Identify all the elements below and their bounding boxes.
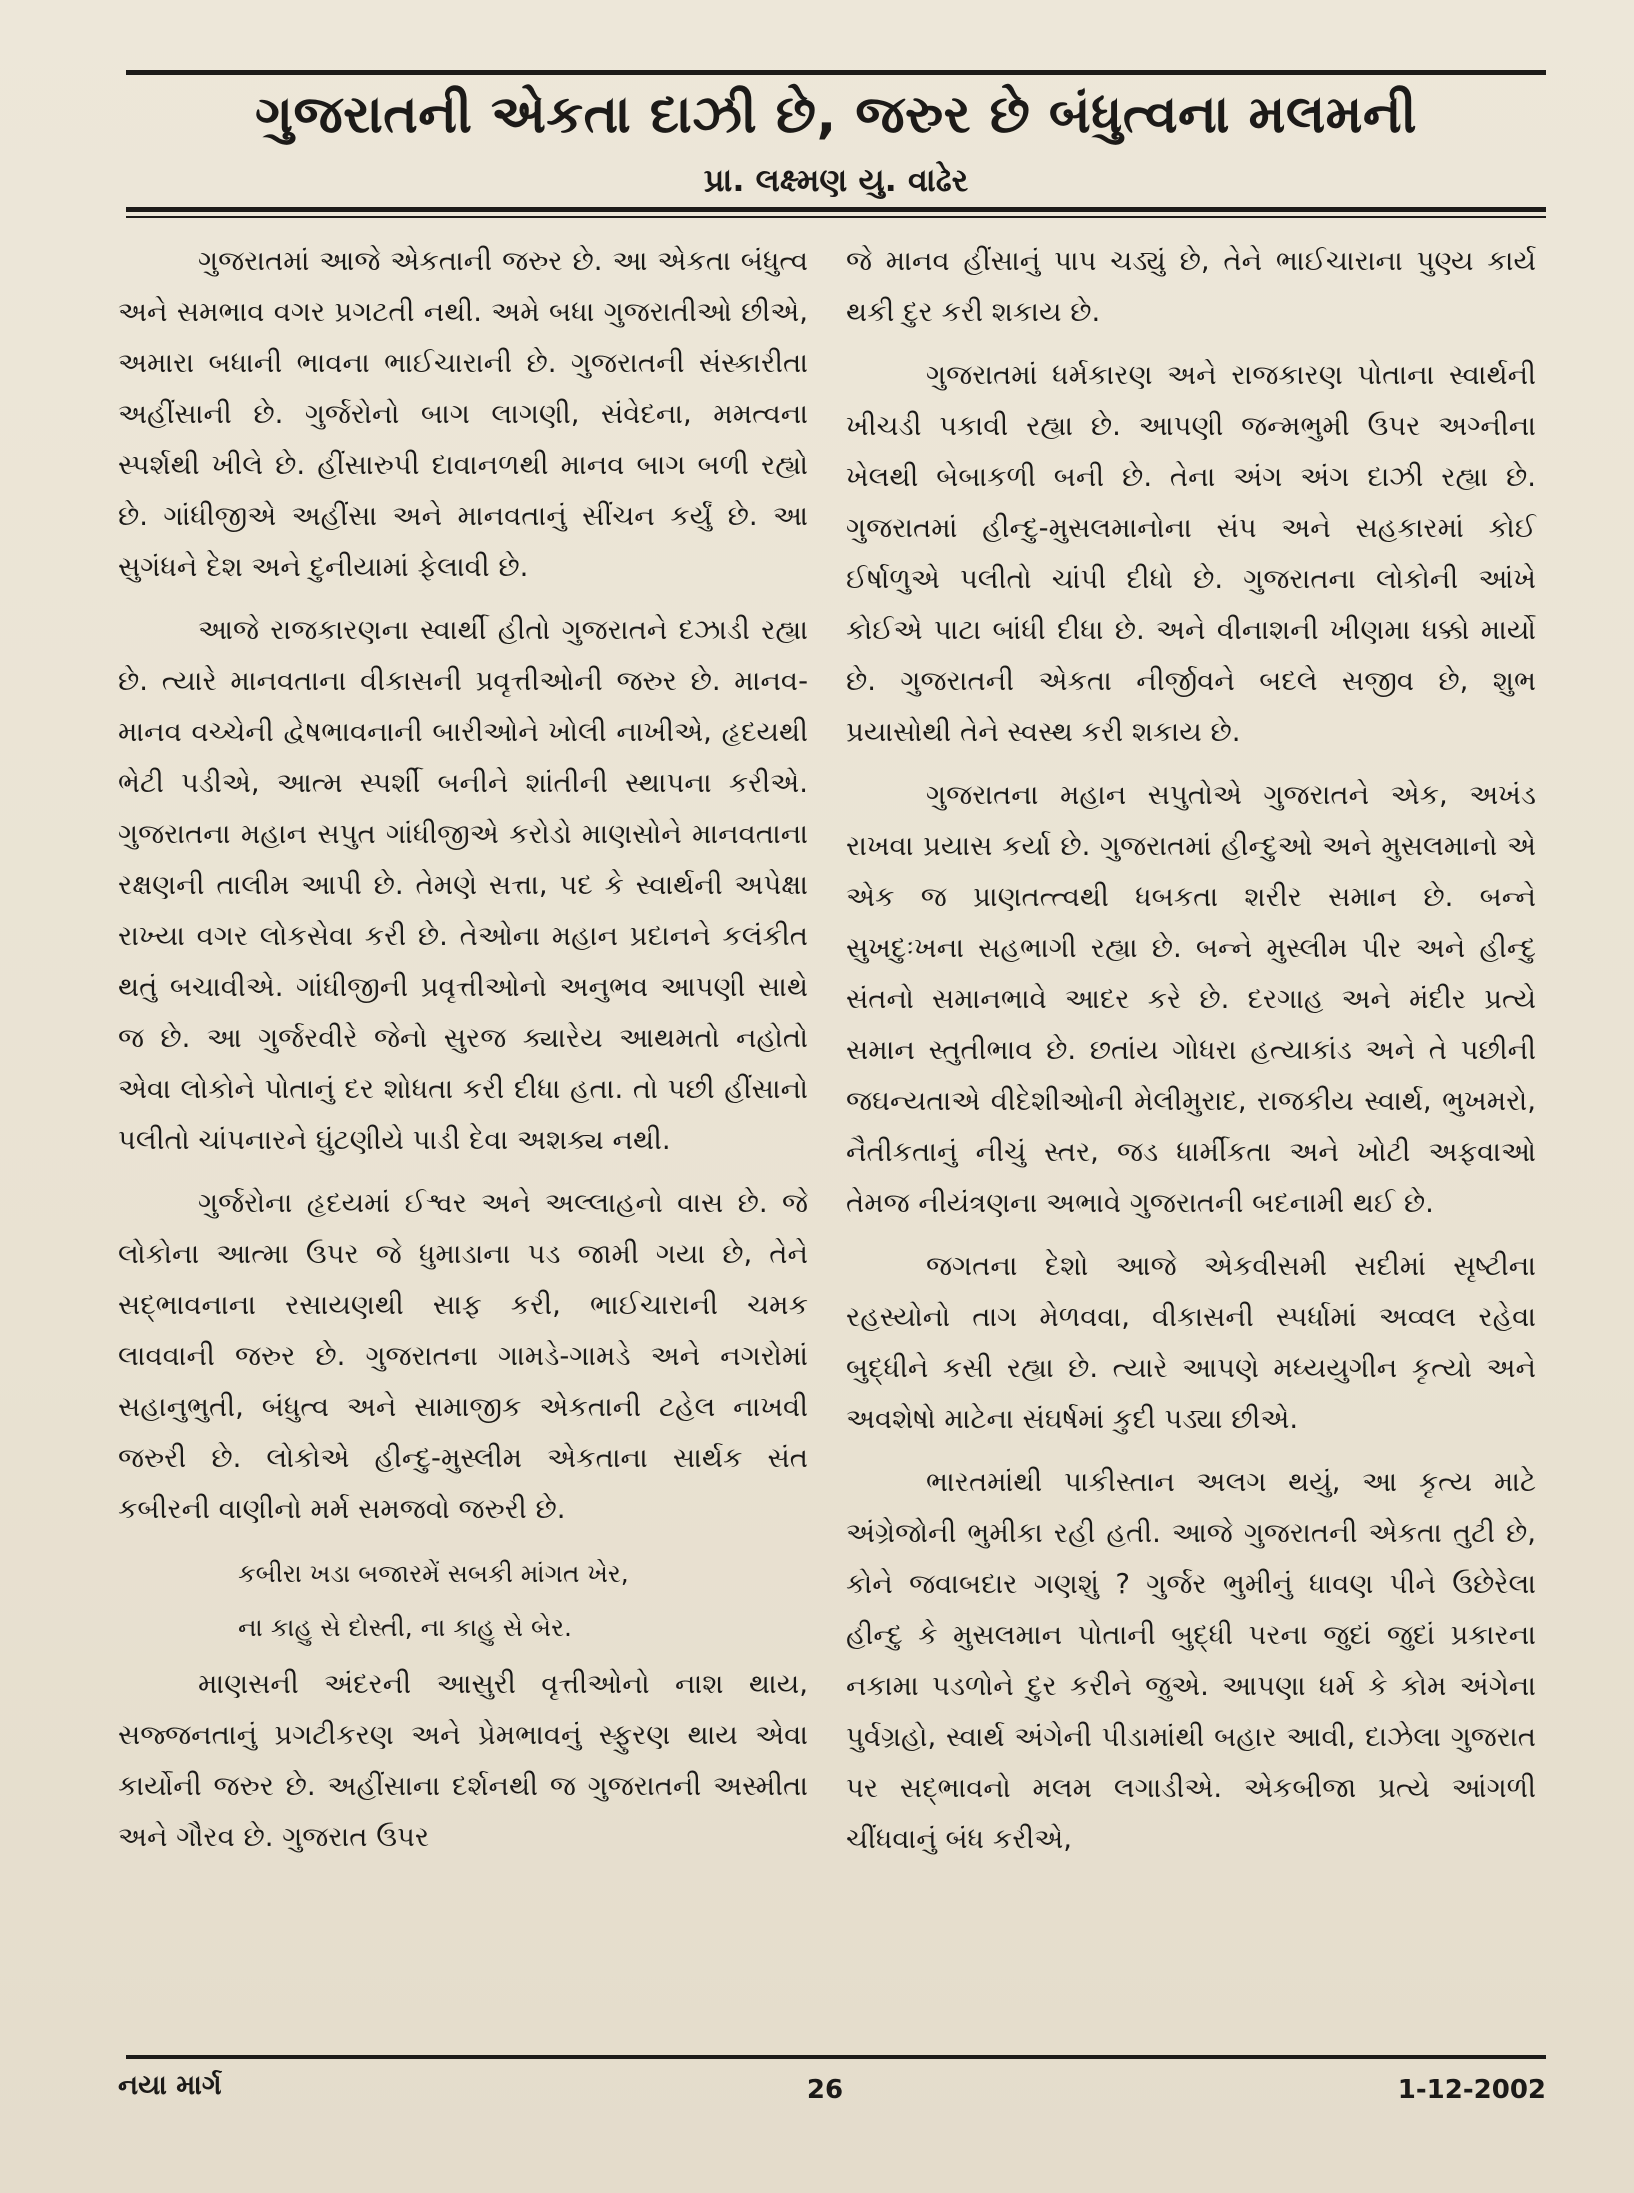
kabir-couplet-line-1: કબીરા ખડા બજારમેં સબકી માંગત ખેર,: [238, 1559, 629, 1588]
article-author: પ્રા. લક્ષ્મણ યુ. વાઢેર: [703, 161, 969, 199]
page-number: 26: [806, 2075, 844, 2105]
right-paragraph-2: ગુજરાતમાં ધર્મકારણ અને રાજકારણ પોતાના સ્વાર્થની ખીચડી પકાવી રહ્યા છે. આપણી જન્મભુમી ઉપર અગ્નીના ખેલથી બેબાકળી બની છે. તેના અંગ અંગ દાઝી રહ્યા છે. ગુજરાતમાં હીન્દુ-મુસલમાનોના સંપ અને સહકારમાં કોઈ ઈર્ષાળુએ પલીતો ચાંપી દીધો છે. ગુજરાતના લોકોની આંખે કોઈએ પાટા બાંધી દીધા છે. અને વીનાશની ખીણમા ધક્કો માર્યો છે. ગુજરાતની એકતા નીર્જીવને બદલે સજીવ છે, શુભ પ્રયાસોથી તેને સ્વસ્થ કરી શકાય છે.: [846, 359, 1536, 748]
left-paragraph-2: આજે રાજકારણના સ્વાર્થી હીતો ગુજરાતને દઝાડી રહ્યા છે. ત્યારે માનવતાના વીકાસની પ્રવૃત્તીઓની જરુર છે. માનવ-માનવ વચ્ચેની દ્વેષભાવનાની બારીઓને ખોલી નાખીએ, હૃદયથી ભેટી પડીએ, આત્મ સ્પર્શી બનીને શાંતીની સ્થાપના કરીએ. ગુજરાતના મહાન સપુત ગાંધીજીએ કરોડો માણસોને માનવતાના રક્ષણની તાલીમ આપી છે. તેમણે સત્તા, પદ કે સ્વાર્થની અપેક્ષા રાખ્યા વગર લોકસેવા કરી છે. તેઓના મહાન પ્રદાનને કલંકીત થતું બચાવીએ. ગાંધીજીની પ્રવૃત્તીઓનો અનુભવ આપણી સાથે જ છે. આ ગુર્જરવીરે જેનો સુરજ ક્યારેય આથમતો નહોતો એવા લોકોને પોતાનું દર શોધતા કરી દીધા હતા. તો પછી હીંસાનો પલીતો ચાંપનારને ઘુંટણીયે પાડી દેવા અશક્ય નથી.: [118, 614, 808, 1156]
footer-rule: [126, 2055, 1546, 2059]
right-paragraph-5: ભારતમાંથી પાકીસ્તાન અલગ થયું, આ કૃત્ય માટે અંગ્રેજોની ભુમીકા રહી હતી. આજે ગુજરાતની એકતા તુટી છે, કોને જવાબદાર ગણશું ? ગુર્જર ભુમીનું ધાવણ પીને ઉછેરેલા હીન્દુ કે મુસલમાન પોતાની બુદ્ધી પરના જુદાં જુદાં પ્રકારના નકામા પડળોને દુર કરીને જુએ. આપણા ધર્મ કે કોમ અંગેના પુર્વગ્રહો, સ્વાર્થ અંગેની પીડામાંથી બહાર આવી, દાઝેલા ગુજરાત પર સદ્ભાવનો મલમ લગાડીએ. એકબીજા પ્રત્યે આંગળી ચીંધવાનું બંધ કરીએ,: [846, 1466, 1536, 1855]
header-rule-thick: [126, 207, 1546, 212]
column-gutter: [822, 232, 824, 2052]
right-paragraph-1: જે માનવ હીંસાનું પાપ ચડ્યું છે, તેને ભાઈચારાના પુણ્ય કાર્ય થકી દુર કરી શકાય છે.: [846, 245, 1536, 328]
header-rule-thin: [126, 216, 1546, 218]
issue-date: 1-12-2002: [1397, 2075, 1546, 2105]
article-title: ગુજરાતની એકતા દાઝી છે, જરુર છે બંધુત્વના મલમની: [255, 85, 1417, 145]
right-paragraph-4: જગતના દેશો આજે એકવીસમી સદીમાં સૃષ્ટીના રહસ્યોનો તાગ મેળવવા, વીકાસની સ્પર્ધામાં અવ્વલ રહેવા બુદ્ધીને કસી રહ્યા છે. ત્યારે આપણે મધ્યયુગીન કૃત્યો અને અવશેષો માટેના સંઘર્ષમાં કુદી પડ્યા છીએ.: [846, 1250, 1536, 1435]
left-column: [118, 236, 808, 1875]
magazine-name: નયા માર્ગ: [118, 2070, 222, 2101]
right-paragraph-3: ગુજરાતના મહાન સપુતોએ ગુજરાતને એક, અખંડ રાખવા પ્રયાસ કર્યા છે. ગુજરાતમાં હીન્દુઓ અને મુસલમાનો એ એક જ પ્રાણતત્ત્વથી ધબકતા શરીર સમાન છે. બન્ને સુખદુઃખના સહભાગી રહ્યા છે. બન્ને મુસ્લીમ પીર અને હીન્દુ સંતનો સમાનભાવે આદર કરે છે. દરગાહ અને મંદીર પ્રત્યે સમાન સ્તુતીભાવ છે. છતાંય ગોધરા હત્યાકાંડ અને તે પછીની જઘન્યતાએ વીદેશીઓની મેલીમુરાદ, રાજકીય સ્વાર્થ, ભુખમરો, નૈતીકતાનું નીચું સ્તર, જડ ધાર્મીકતા અને ખોટી અફવાઓ તેમજ નીયંત્રણના અભાવે ગુજરાતની બદનામી થઈ છે.: [846, 779, 1536, 1219]
top-rule: [126, 70, 1546, 75]
right-column: [846, 236, 1536, 1877]
left-paragraph-1: ગુજરાતમાં આજે એકતાની જરુર છે. આ એકતા બંધુત્વ અને સમભાવ વગર પ્રગટતી નથી. અમે બધા ગુજરાતીઓ છીએ, અમારા બધાની ભાવના ભાઈચારાની છે. ગુજરાતની સંસ્કારીતા અહીંસાની છે. ગુર્જરોનો બાગ લાગણી, સંવેદના, મમત્વના સ્પર્શથી ખીલે છે. હીંસારુપી દાવાનળથી માનવ બાગ બળી રહ્યો છે. ગાંધીજીએ અહીંસા અને માનવતાનું સીંચન કર્યું છે. આ સુગંધને દેશ અને દુનીયામાં ફેલાવી છે.: [118, 245, 808, 583]
kabir-couplet-line-2: ના કાહુ સે દોસ્તી, ના કાહુ સે બેર.: [238, 1613, 572, 1642]
left-paragraph-4: માણસની અંદરની આસુરી વૃત્તીઓનો નાશ થાય, સજ્જનતાનું પ્રગટીકરણ અને પ્રેમભાવનું સ્ફુરણ થાય એવા કાર્યોની જરુર છે. અહીંસાના દર્શનથી જ ગુજરાતની અસ્મીતા અને ગૌરવ છે. ગુજરાત ઉપર: [118, 1668, 808, 1853]
left-paragraph-3: ગુર્જરોના હૃદયમાં ઈશ્વર અને અલ્લાહનો વાસ છે. જે લોકોના આત્મા ઉપર જે ધુમાડાના પડ જામી ગયા છે, તેને સદ્ભાવનાના રસાયણથી સાફ કરી, ભાઈચારાની ચમક લાવવાની જરુર છે. ગુજરાતના ગામડે-ગામડે અને નગરોમાં સહાનુભુતી, બંધુત્વ અને સામાજીક એકતાની ટહેલ નાખવી જરુરી છે. લોકોએ હીન્દુ-મુસ્લીમ એકતાના સાર્થક સંત કબીરની વાણીનો મર્મ સમજવો જરુરી છે.: [118, 1187, 808, 1525]
